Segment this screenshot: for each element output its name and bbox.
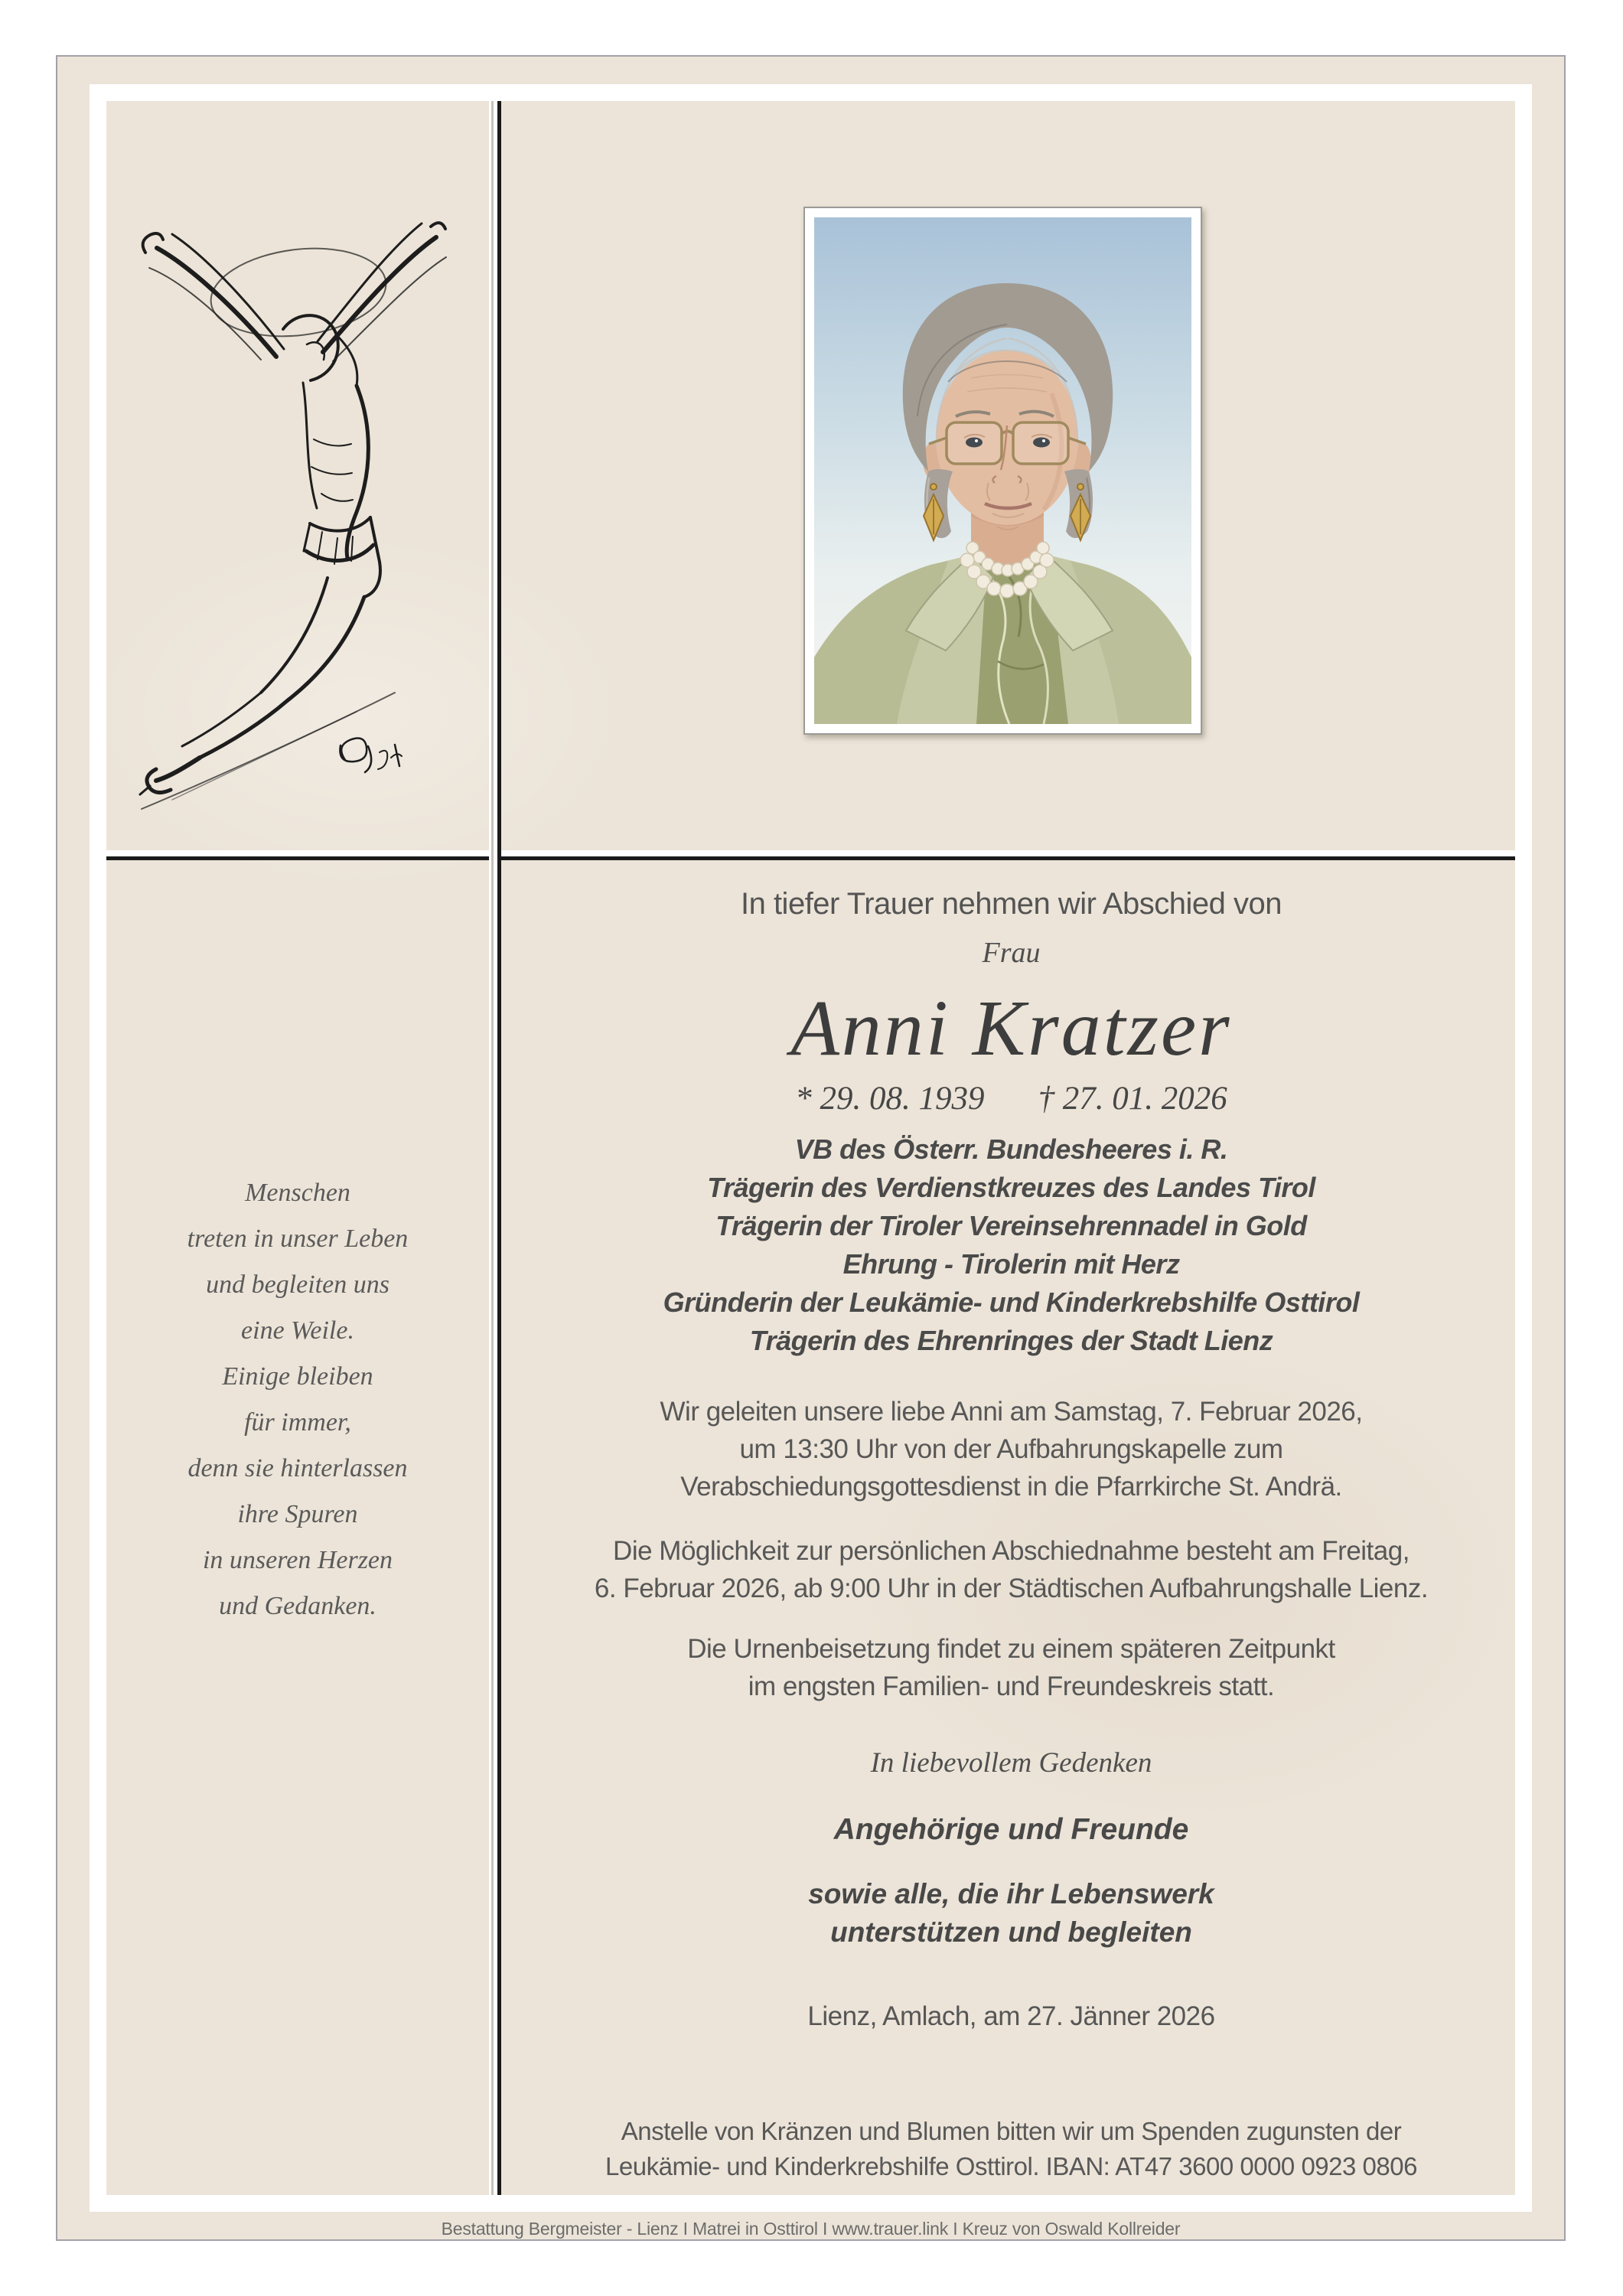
- supporters-line: unterstützen und begleiten: [830, 1916, 1192, 1948]
- honor-line: Trägerin des Ehrenringes der Stadt Lienz: [749, 1325, 1273, 1356]
- funeral-home-footer: Bestattung Bergmeister - Lienz I Matrei in Osttirol I www.trauer.link I Kreuz von Oswald Kollreider: [441, 2219, 1181, 2239]
- portrait-photo: [803, 207, 1202, 735]
- poem-line: in unseren Herzen: [202, 1546, 393, 1574]
- donation-note: [503, 2114, 1520, 2184]
- horizontal-divider-gap: [106, 850, 1520, 856]
- vertical-divider-rule: [497, 101, 501, 2198]
- paragraph-line: Verabschiedungsgottesdienst in die Pfarrkirche St. Andrä.: [680, 1472, 1342, 1502]
- paragraph-line: 6. Februar 2026, ab 9:00 Uhr in der Städtischen Aufbahrungshalle Lienz.: [594, 1574, 1429, 1603]
- life-dates: [503, 1078, 1520, 1120]
- closing-line: In liebevollem Gedenken: [870, 1747, 1152, 1779]
- poem-line: Einige bleiben: [222, 1362, 373, 1391]
- poem-line: ihre Spuren: [237, 1500, 358, 1528]
- funeral-paragraph: [503, 1393, 1520, 1505]
- poem: [106, 1170, 489, 1629]
- honor-line: Trägerin der Tiroler Vereinsehrennadel in Gold: [715, 1210, 1307, 1241]
- intro-line: In tiefer Trauer nehmen wir Abschied von: [740, 887, 1282, 921]
- poem-line: eine Weile.: [241, 1316, 354, 1345]
- death-date: † 27. 01. 2026: [1038, 1081, 1227, 1117]
- honor-line: Ehrung - Tirolerin mit Herz: [842, 1248, 1180, 1280]
- paragraph-line: im engsten Familien- und Freundeskreis statt.: [748, 1671, 1275, 1701]
- poem-line: für immer,: [244, 1408, 351, 1437]
- honors-list: [503, 1130, 1520, 1360]
- supporters-line: sowie alle, die ihr Lebenswerk: [808, 1878, 1214, 1910]
- paragraph-line: Wir geleiten unsere liebe Anni am Samstag, 7. Februar 2026,: [660, 1397, 1363, 1427]
- poem-line: denn sie hinterlassen: [187, 1454, 408, 1482]
- honor-line: Gründerin der Leukämie- und Kinderkrebshilfe Osttirol: [663, 1287, 1360, 1318]
- birth-date: * 29. 08. 1939: [795, 1081, 985, 1117]
- memorial-card: [56, 55, 1566, 2241]
- donation-line: Leukämie- und Kinderkrebshilfe Osttirol. IBAN: AT47 3600 0000 0923 0806: [605, 2152, 1417, 2180]
- donation-line: Anstelle von Kränzen und Blumen bitten wir um Spenden zugunsten der: [621, 2117, 1402, 2145]
- crucifix-icon: [126, 164, 463, 837]
- salutation: Frau: [982, 937, 1041, 969]
- crucifix-sketch: [126, 164, 463, 837]
- supporters-lines: [503, 1875, 1520, 1952]
- vertical-divider-keyline: [491, 101, 494, 2198]
- poem-line: Menschen: [245, 1179, 350, 1207]
- deceased-name: Anni Kratzer: [790, 984, 1232, 1072]
- mourners-line: Angehörige und Freunde: [833, 1813, 1189, 1846]
- horizontal-divider-rule: [106, 856, 1520, 860]
- honor-line: VB des Österr. Bundesheeres i. R.: [794, 1133, 1228, 1165]
- honor-line: Trägerin des Verdienstkreuzes des Landes Tirol: [707, 1172, 1315, 1203]
- poem-line: treten in unser Leben: [187, 1225, 409, 1253]
- paragraph-line: um 13:30 Uhr von der Aufbahrungskapelle zum: [739, 1434, 1283, 1464]
- paragraph-line: Die Urnenbeisetzung findet zu einem späteren Zeitpunkt: [687, 1634, 1335, 1664]
- urn-paragraph: [503, 1630, 1520, 1705]
- portrait-image: [814, 217, 1191, 724]
- paragraph-line: Die Möglichkeit zur persönlichen Abschiednahme besteht am Freitag,: [613, 1536, 1410, 1566]
- place-date-line: Lienz, Amlach, am 27. Jänner 2026: [807, 2001, 1215, 2031]
- poem-line: und Gedanken.: [219, 1592, 376, 1620]
- farewell-paragraph: [503, 1532, 1520, 1607]
- poem-line: und begleiten uns: [206, 1270, 389, 1299]
